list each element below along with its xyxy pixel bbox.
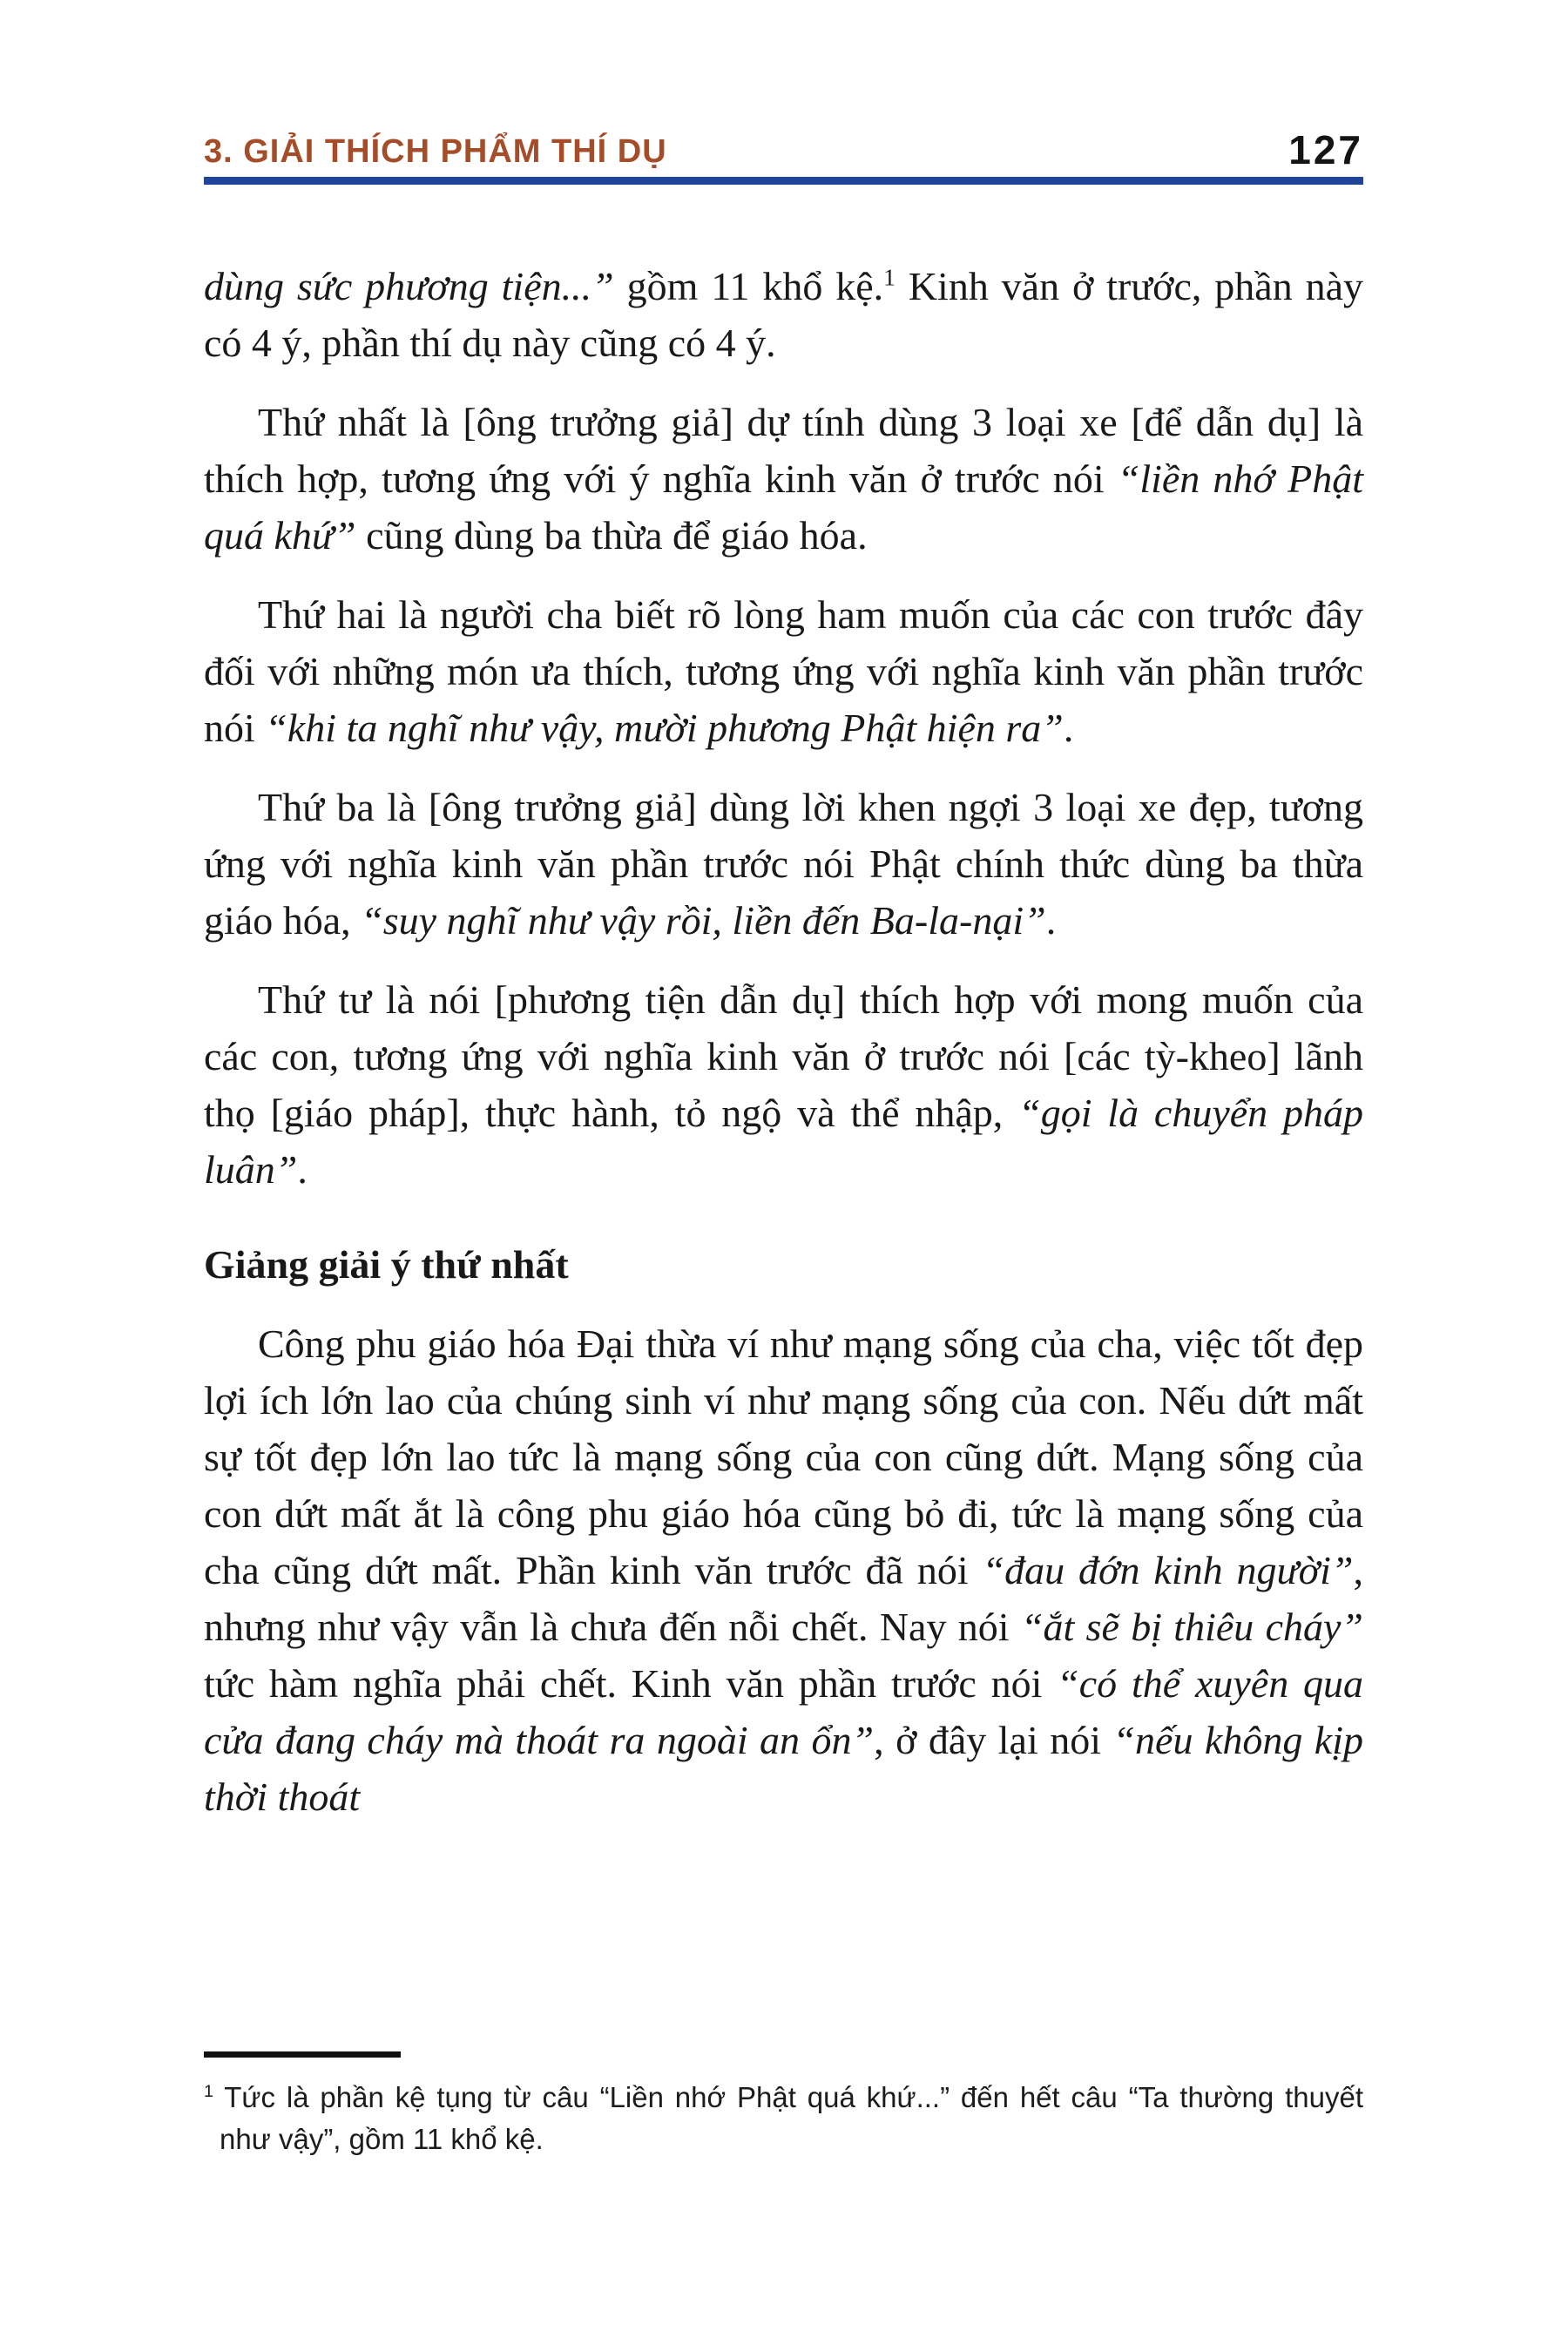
paragraph (204, 394, 1363, 564)
text-segment: tức hàm nghĩa phải chết. Kinh văn phần trước nói (204, 1661, 1058, 1706)
page-number: 127 (1288, 127, 1363, 172)
text-segment: “khi ta nghĩ như vậy, mười phương Phật hiện ra” (265, 706, 1064, 750)
text-segment: “ắt sẽ bị thiêu cháy” (1020, 1605, 1363, 1649)
text-segment: “đau đớn kinh người” (982, 1548, 1354, 1592)
text-segment: “suy nghĩ như vậy rồi, liền đến Ba-la-nại” (361, 898, 1046, 943)
chapter-header-title: 3. GIẢI THÍCH PHẨM THÍ DỤ (204, 133, 667, 170)
paragraph (204, 1315, 1363, 1825)
text-segment: , ở đây lại nói (874, 1718, 1113, 1762)
text-segment: cũng dùng ba thừa để giáo hóa. (355, 513, 868, 558)
text-segment: “gọi là chuyển pháp luân” (204, 1091, 1363, 1192)
text-segment: Thứ ba là [ông trưởng giả] dùng lời khen ngợi 3 loại xe đẹp, tương ứng với nghĩa kinh văn phần trước nói Phật chính thức dùng ba thừa giáo hóa, (204, 785, 1363, 943)
text-segment: dùng sức phương tiện...” (204, 264, 614, 308)
footnote-separator (204, 2051, 401, 2058)
text-segment: Kinh văn ở trước, phần này có 4 ý, phần thí dụ này cũng có 4 ý. (204, 264, 1363, 365)
paragraph (204, 779, 1363, 949)
footnote-marker: 1 (204, 2082, 214, 2101)
body-paragraphs (204, 258, 1363, 1825)
text-segment: “nếu không kịp thời thoát (204, 1718, 1363, 1819)
text-segment: Thứ tư là nói [phương tiện dẫn dụ] thích hợp với mong muốn của các con, tương ứng với nghĩa kinh văn ở trước nói [các tỳ-kheo] lãnh thọ [giáo pháp], thực hành, tỏ ngộ và thể nhập, (204, 977, 1363, 1135)
text-segment: , nhưng như vậy vẫn là chưa đến nỗi chết. Nay nói (204, 1548, 1363, 1649)
header-rule-divider (204, 177, 1363, 185)
paragraph (204, 258, 1363, 371)
text-segment: . (297, 1147, 308, 1192)
footnote-block (204, 2051, 1363, 2160)
text-segment: Công phu giáo hóa Đại thừa ví như mạng sống của cha, việc tốt đẹp lợi ích lớn lao của chúng sinh ví như mạng sống của con. Nếu dứt mất sự tốt đẹp lớn lao tức là mạng sống của con cũng dứt. Mạng sống của con dứt mất ắt là công phu giáo hóa cũng bỏ đi, tức là mạng sống của cha cũng dứt mất. Phần kinh văn trước đã nói (204, 1321, 1363, 1592)
footnote-text (204, 2077, 1363, 2160)
running-header (204, 127, 1363, 172)
page-content (204, 127, 1363, 1825)
text-segment: . (1045, 898, 1057, 943)
text-segment: Thứ hai là người cha biết rõ lòng ham muốn của các con trước đây đối với những món ưa thích, tương ứng với nghĩa kinh văn phần trước nói (204, 592, 1363, 750)
section-heading: Giảng giải ý thứ nhất (204, 1242, 569, 1287)
footnote-marker: 1 (883, 263, 896, 291)
text-segment: “có thể xuyên qua cửa đang cháy mà thoát ra ngoài an ổn” (204, 1661, 1363, 1762)
text-segment: Tức là phần kệ tụng từ câu “Liền nhớ Phật quá khứ...” đến hết câu “Ta thường thuyết như vậy”, gồm 11 khổ kệ. (213, 2081, 1363, 2155)
text-segment: “liền nhớ Phật quá khứ” (204, 456, 1363, 558)
text-segment: . (1063, 706, 1074, 750)
paragraph (204, 586, 1363, 756)
text-segment: Thứ nhất là [ông trưởng giả] dự tính dùng 3 loại xe [để dẫn dụ] là thích hợp, tương ứng với ý nghĩa kinh văn ở trước nói (204, 400, 1363, 501)
paragraph (204, 971, 1363, 1198)
text-segment: gồm 11 khổ kệ. (613, 264, 884, 308)
